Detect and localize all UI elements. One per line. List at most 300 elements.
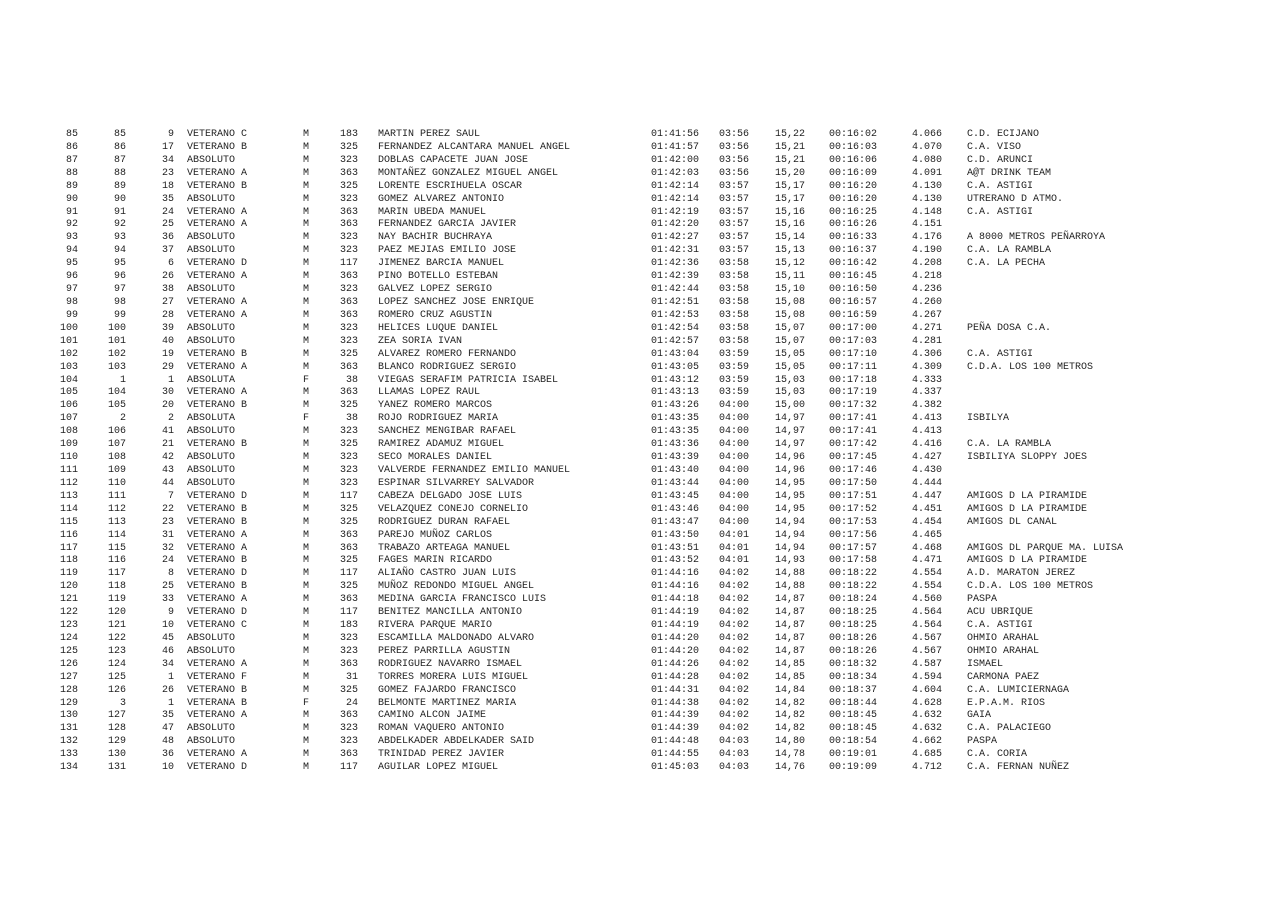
- overall-position-cell: 124: [59, 632, 78, 644]
- pace-cell: 04:02: [719, 684, 750, 696]
- category-cell: VETERANO D: [187, 762, 248, 774]
- gender-cell: M: [303, 348, 310, 360]
- pace-cell: 04:01: [719, 555, 750, 567]
- gender-position-cell: 88: [113, 167, 126, 179]
- gender-position-cell: 108: [107, 452, 126, 464]
- points-cell: 4.444: [912, 477, 943, 489]
- runner-name-cell: ABDELKADER ABDELKADER SAID: [378, 736, 535, 748]
- category-position-cell: 9: [167, 607, 174, 619]
- time-gap-cell: 00:17:56: [829, 529, 878, 541]
- time-gap-cell: 00:17:57: [829, 542, 878, 554]
- gender-position-cell: 92: [113, 219, 126, 231]
- runner-name-cell: TRABAZO ARTEAGA MANUEL: [378, 542, 511, 554]
- speed-cell: 14,82: [775, 710, 806, 722]
- table-row: [0, 517, 1280, 530]
- finish-time-cell: 01:44:38: [651, 697, 700, 709]
- pace-cell: 04:00: [719, 464, 750, 476]
- gender-cell: M: [303, 710, 310, 722]
- table-row: [0, 633, 1280, 646]
- gender-cell: M: [303, 542, 310, 554]
- runner-name-cell: MARIN UBEDA MANUEL: [378, 206, 487, 218]
- finish-time-cell: 01:43:44: [651, 477, 700, 489]
- category-cell: VETERANO A: [187, 361, 248, 373]
- gender-cell: M: [303, 232, 310, 244]
- category-cell: VETERANO A: [187, 206, 248, 218]
- points-cell: 4.130: [912, 193, 943, 205]
- runner-name-cell: GOMEZ ALVAREZ ANTONIO: [378, 193, 505, 205]
- finish-time-cell: 01:44:31: [651, 684, 700, 696]
- speed-cell: 14,87: [775, 620, 806, 632]
- category-total-cell: 183: [339, 620, 358, 632]
- gender-cell: M: [303, 671, 310, 683]
- runner-name-cell: RAMIREZ ADAMUZ MIGUEL: [378, 439, 505, 451]
- gender-cell: M: [303, 387, 310, 399]
- time-gap-cell: 00:17:42: [829, 439, 878, 451]
- points-cell: 4.554: [912, 568, 943, 580]
- category-cell: ABSOLUTO: [187, 335, 236, 347]
- table-row: [0, 310, 1280, 323]
- table-row: [0, 478, 1280, 491]
- category-cell: VETERANO A: [187, 387, 248, 399]
- overall-position-cell: 93: [65, 232, 78, 244]
- pace-cell: 03:56: [719, 167, 750, 179]
- overall-position-cell: 125: [59, 645, 78, 657]
- category-position-cell: 48: [161, 736, 174, 748]
- category-cell: VETERANO A: [187, 749, 248, 761]
- category-total-cell: 363: [339, 219, 358, 231]
- points-cell: 4.685: [912, 749, 943, 761]
- club-cell: PEÑA DOSA C.A.: [967, 322, 1052, 334]
- finish-time-cell: 01:43:26: [651, 400, 700, 412]
- category-total-cell: 31: [345, 671, 358, 683]
- speed-cell: 14,94: [775, 516, 806, 528]
- category-cell: ABSOLUTO: [187, 723, 236, 735]
- time-gap-cell: 00:16:20: [829, 180, 878, 192]
- category-position-cell: 24: [161, 206, 174, 218]
- overall-position-cell: 132: [59, 736, 78, 748]
- overall-position-cell: 127: [59, 671, 78, 683]
- speed-cell: 15,20: [775, 167, 806, 179]
- overall-position-cell: 106: [59, 400, 78, 412]
- category-position-cell: 20: [161, 400, 174, 412]
- club-cell: AMIGOS D LA PIRAMIDE: [967, 490, 1088, 502]
- table-row: [0, 207, 1280, 220]
- category-position-cell: 24: [161, 555, 174, 567]
- runner-name-cell: ROMERO CRUZ AGUSTIN: [378, 309, 493, 321]
- speed-cell: 14,88: [775, 568, 806, 580]
- runner-name-cell: ZEA SORIA IVAN: [378, 335, 463, 347]
- time-gap-cell: 00:18:32: [829, 658, 878, 670]
- finish-time-cell: 01:43:52: [651, 555, 700, 567]
- speed-cell: 14,94: [775, 529, 806, 541]
- speed-cell: 15,22: [775, 129, 806, 140]
- overall-position-cell: 116: [59, 529, 78, 541]
- gender-position-cell: 110: [107, 477, 126, 489]
- gender-cell: F: [303, 413, 310, 425]
- time-gap-cell: 00:18:26: [829, 632, 878, 644]
- finish-time-cell: 01:43:35: [651, 413, 700, 425]
- speed-cell: 14,85: [775, 671, 806, 683]
- runner-name-cell: PAREJO MUÑOZ CARLOS: [378, 529, 493, 541]
- category-total-cell: 323: [339, 632, 358, 644]
- gender-position-cell: 94: [113, 245, 126, 257]
- club-cell: UTRERANO D ATMO.: [967, 193, 1064, 205]
- category-total-cell: 363: [339, 387, 358, 399]
- gender-position-cell: 107: [107, 439, 126, 451]
- overall-position-cell: 129: [59, 697, 78, 709]
- category-total-cell: 323: [339, 723, 358, 735]
- time-gap-cell: 00:17:03: [829, 335, 878, 347]
- category-cell: ABSOLUTO: [187, 464, 236, 476]
- overall-position-cell: 99: [65, 309, 78, 321]
- category-cell: VETERANO A: [187, 296, 248, 308]
- points-cell: 4.454: [912, 516, 943, 528]
- gender-cell: M: [303, 632, 310, 644]
- gender-cell: M: [303, 658, 310, 670]
- category-position-cell: 2: [167, 413, 174, 425]
- time-gap-cell: 00:17:51: [829, 490, 878, 502]
- gender-cell: M: [303, 620, 310, 632]
- speed-cell: 14,82: [775, 697, 806, 709]
- runner-name-cell: MEDINA GARCIA FRANCISCO LUIS: [378, 594, 547, 606]
- category-cell: ABSOLUTO: [187, 736, 236, 748]
- pace-cell: 04:02: [719, 671, 750, 683]
- points-cell: 4.564: [912, 607, 943, 619]
- speed-cell: 14,94: [775, 542, 806, 554]
- speed-cell: 15,16: [775, 206, 806, 218]
- pace-cell: 04:03: [719, 736, 750, 748]
- pace-cell: 03:59: [719, 387, 750, 399]
- category-position-cell: 25: [161, 581, 174, 593]
- overall-position-cell: 113: [59, 490, 78, 502]
- gender-cell: M: [303, 206, 310, 218]
- overall-position-cell: 94: [65, 245, 78, 257]
- gender-position-cell: 89: [113, 180, 126, 192]
- points-cell: 4.632: [912, 710, 943, 722]
- gender-position-cell: 121: [107, 620, 126, 632]
- finish-time-cell: 01:44:18: [651, 594, 700, 606]
- points-cell: 4.416: [912, 439, 943, 451]
- points-cell: 4.430: [912, 464, 943, 476]
- points-cell: 4.148: [912, 206, 943, 218]
- pace-cell: 03:58: [719, 296, 750, 308]
- time-gap-cell: 00:18:25: [829, 607, 878, 619]
- finish-time-cell: 01:43:51: [651, 542, 700, 554]
- category-cell: VETERANO B: [187, 555, 248, 567]
- category-total-cell: 363: [339, 361, 358, 373]
- club-cell: OHMIO ARAHAL: [967, 632, 1040, 644]
- category-cell: ABSOLUTA: [187, 374, 236, 386]
- finish-time-cell: 01:44:55: [651, 749, 700, 761]
- speed-cell: 15,10: [775, 284, 806, 296]
- category-position-cell: 18: [161, 180, 174, 192]
- runner-name-cell: FERNANDEZ ALCANTARA MANUEL ANGEL: [378, 141, 571, 153]
- club-cell: ISBILYA: [967, 413, 1010, 425]
- table-row: [0, 672, 1280, 685]
- category-cell: VETERANO B: [187, 400, 248, 412]
- table-row: [0, 530, 1280, 543]
- overall-position-cell: 98: [65, 296, 78, 308]
- speed-cell: 15,16: [775, 219, 806, 231]
- table-row: [0, 129, 1280, 142]
- time-gap-cell: 00:18:45: [829, 723, 878, 735]
- speed-cell: 15,21: [775, 154, 806, 166]
- pace-cell: 04:00: [719, 400, 750, 412]
- overall-position-cell: 104: [59, 374, 78, 386]
- category-total-cell: 325: [339, 684, 358, 696]
- table-row: [0, 710, 1280, 723]
- overall-position-cell: 130: [59, 710, 78, 722]
- club-cell: A.D. MARATON JEREZ: [967, 568, 1076, 580]
- category-total-cell: 323: [339, 154, 358, 166]
- gender-position-cell: 104: [107, 387, 126, 399]
- category-position-cell: 19: [161, 348, 174, 360]
- category-total-cell: 323: [339, 335, 358, 347]
- category-cell: VETERANO A: [187, 167, 248, 179]
- points-cell: 4.465: [912, 529, 943, 541]
- category-position-cell: 22: [161, 503, 174, 515]
- category-cell: VETERANO B: [187, 180, 248, 192]
- category-position-cell: 37: [161, 245, 174, 257]
- finish-time-cell: 01:43:35: [651, 426, 700, 438]
- speed-cell: 15,11: [775, 271, 806, 283]
- table-row: [0, 762, 1280, 775]
- table-row: [0, 336, 1280, 349]
- category-total-cell: 325: [339, 439, 358, 451]
- gender-position-cell: 111: [107, 490, 126, 502]
- club-cell: C.D.A. LOS 100 METROS: [967, 581, 1094, 593]
- gender-position-cell: 122: [107, 632, 126, 644]
- category-position-cell: 29: [161, 361, 174, 373]
- pace-cell: 03:58: [719, 284, 750, 296]
- category-position-cell: 1: [167, 697, 174, 709]
- category-cell: VETERANO F: [187, 671, 248, 683]
- gender-position-cell: 105: [107, 400, 126, 412]
- club-cell: C.A. ASTIGI: [967, 348, 1034, 360]
- overall-position-cell: 101: [59, 335, 78, 347]
- category-cell: VETERANO A: [187, 219, 248, 231]
- category-position-cell: 28: [161, 309, 174, 321]
- category-cell: ABSOLUTO: [187, 645, 236, 657]
- table-row: [0, 426, 1280, 439]
- category-cell: ABSOLUTO: [187, 322, 236, 334]
- runner-name-cell: ALIAÑO CASTRO JUAN LUIS: [378, 568, 517, 580]
- category-position-cell: 26: [161, 684, 174, 696]
- time-gap-cell: 00:18:45: [829, 710, 878, 722]
- table-row: [0, 413, 1280, 426]
- pace-cell: 03:59: [719, 361, 750, 373]
- table-row: [0, 271, 1280, 284]
- points-cell: 4.091: [912, 167, 943, 179]
- points-cell: 4.382: [912, 400, 943, 412]
- category-total-cell: 363: [339, 296, 358, 308]
- speed-cell: 14,95: [775, 490, 806, 502]
- category-position-cell: 47: [161, 723, 174, 735]
- pace-cell: 03:57: [719, 219, 750, 231]
- table-row: [0, 491, 1280, 504]
- points-cell: 4.604: [912, 684, 943, 696]
- category-position-cell: 10: [161, 620, 174, 632]
- runner-name-cell: VELAZQUEZ CONEJO CORNELIO: [378, 503, 529, 515]
- club-cell: OHMIO ARAHAL: [967, 645, 1040, 657]
- finish-time-cell: 01:42:03: [651, 167, 700, 179]
- time-gap-cell: 00:18:22: [829, 568, 878, 580]
- category-total-cell: 323: [339, 232, 358, 244]
- speed-cell: 14,87: [775, 645, 806, 657]
- overall-position-cell: 122: [59, 607, 78, 619]
- category-total-cell: 323: [339, 284, 358, 296]
- runner-name-cell: AGUILAR LOPEZ MIGUEL: [378, 762, 499, 774]
- category-position-cell: 31: [161, 529, 174, 541]
- overall-position-cell: 100: [59, 322, 78, 334]
- category-total-cell: 323: [339, 426, 358, 438]
- gender-position-cell: 96: [113, 271, 126, 283]
- category-total-cell: 38: [345, 374, 358, 386]
- overall-position-cell: 96: [65, 271, 78, 283]
- pace-cell: 04:01: [719, 542, 750, 554]
- pace-cell: 03:57: [719, 232, 750, 244]
- club-cell: C.A. CORIA: [967, 749, 1028, 761]
- time-gap-cell: 00:17:52: [829, 503, 878, 515]
- runner-name-cell: PEREZ PARRILLA AGUSTIN: [378, 645, 511, 657]
- runner-name-cell: VIEGAS SERAFIM PATRICIA ISABEL: [378, 374, 559, 386]
- gender-position-cell: 3: [119, 697, 126, 709]
- runner-name-cell: SECO MORALES DANIEL: [378, 452, 493, 464]
- gender-cell: M: [303, 335, 310, 347]
- category-cell: VETERANA B: [187, 697, 248, 709]
- points-cell: 4.628: [912, 697, 943, 709]
- finish-time-cell: 01:42:53: [651, 309, 700, 321]
- category-cell: VETERANO B: [187, 503, 248, 515]
- runner-name-cell: PINO BOTELLO ESTEBAN: [378, 271, 499, 283]
- points-cell: 4.594: [912, 671, 943, 683]
- time-gap-cell: 00:18:24: [829, 594, 878, 606]
- gender-position-cell: 128: [107, 723, 126, 735]
- pace-cell: 04:02: [719, 632, 750, 644]
- category-cell: ABSOLUTO: [187, 284, 236, 296]
- time-gap-cell: 00:18:25: [829, 620, 878, 632]
- time-gap-cell: 00:18:26: [829, 645, 878, 657]
- runner-name-cell: RODRIGUEZ NAVARRO ISMAEL: [378, 658, 523, 670]
- gender-cell: M: [303, 736, 310, 748]
- points-cell: 4.190: [912, 245, 943, 257]
- points-cell: 4.151: [912, 219, 943, 231]
- category-position-cell: 23: [161, 167, 174, 179]
- category-position-cell: 32: [161, 542, 174, 554]
- finish-time-cell: 01:43:45: [651, 490, 700, 502]
- gender-cell: M: [303, 555, 310, 567]
- gender-position-cell: 125: [107, 671, 126, 683]
- table-row: [0, 219, 1280, 232]
- category-cell: VETERANO B: [187, 348, 248, 360]
- gender-position-cell: 130: [107, 749, 126, 761]
- points-cell: 4.333: [912, 374, 943, 386]
- category-position-cell: 39: [161, 322, 174, 334]
- finish-time-cell: 01:43:13: [651, 387, 700, 399]
- points-cell: 4.471: [912, 555, 943, 567]
- gender-cell: M: [303, 607, 310, 619]
- time-gap-cell: 00:17:10: [829, 348, 878, 360]
- category-position-cell: 21: [161, 439, 174, 451]
- category-position-cell: 6: [167, 258, 174, 270]
- time-gap-cell: 00:18:37: [829, 684, 878, 696]
- category-total-cell: 183: [339, 129, 358, 140]
- gender-cell: M: [303, 439, 310, 451]
- gender-position-cell: 93: [113, 232, 126, 244]
- pace-cell: 04:00: [719, 439, 750, 451]
- category-cell: ABSOLUTO: [187, 232, 236, 244]
- gender-cell: F: [303, 697, 310, 709]
- category-total-cell: 117: [339, 607, 358, 619]
- pace-cell: 04:02: [719, 697, 750, 709]
- gender-position-cell: 85: [113, 129, 126, 140]
- runner-name-cell: FERNANDEZ GARCIA JAVIER: [378, 219, 517, 231]
- pace-cell: 04:02: [719, 620, 750, 632]
- gender-position-cell: 90: [113, 193, 126, 205]
- gender-cell: M: [303, 258, 310, 270]
- speed-cell: 14,95: [775, 503, 806, 515]
- runner-name-cell: CAMINO ALCON JAIME: [378, 710, 487, 722]
- category-total-cell: 325: [339, 400, 358, 412]
- pace-cell: 03:56: [719, 154, 750, 166]
- overall-position-cell: 91: [65, 206, 78, 218]
- category-total-cell: 363: [339, 206, 358, 218]
- speed-cell: 14,87: [775, 594, 806, 606]
- club-cell: PASPA: [967, 594, 998, 606]
- overall-position-cell: 105: [59, 387, 78, 399]
- speed-cell: 14,96: [775, 452, 806, 464]
- runner-name-cell: HELICES LUQUE DANIEL: [378, 322, 499, 334]
- overall-position-cell: 117: [59, 542, 78, 554]
- speed-cell: 14,87: [775, 632, 806, 644]
- overall-position-cell: 109: [59, 439, 78, 451]
- club-cell: C.A. LA RAMBLA: [967, 439, 1052, 451]
- gender-cell: M: [303, 129, 310, 140]
- gender-cell: M: [303, 309, 310, 321]
- club-cell: AMIGOS DL PARQUE MA. LUISA: [967, 542, 1124, 554]
- club-cell: C.A. LUMICIERNAGA: [967, 684, 1070, 696]
- overall-position-cell: 85: [65, 129, 78, 140]
- speed-cell: 15,05: [775, 361, 806, 373]
- club-cell: AMIGOS D LA PIRAMIDE: [967, 555, 1088, 567]
- club-cell: C.D.A. LOS 100 METROS: [967, 361, 1094, 373]
- gender-cell: M: [303, 284, 310, 296]
- table-row: [0, 387, 1280, 400]
- speed-cell: 14,85: [775, 658, 806, 670]
- speed-cell: 14,97: [775, 426, 806, 438]
- gender-cell: M: [303, 684, 310, 696]
- time-gap-cell: 00:16:03: [829, 141, 878, 153]
- gender-position-cell: 103: [107, 361, 126, 373]
- gender-position-cell: 112: [107, 503, 126, 515]
- table-row: [0, 232, 1280, 245]
- runner-name-cell: SANCHEZ MENGIBAR RAFAEL: [378, 426, 517, 438]
- overall-position-cell: 126: [59, 658, 78, 670]
- category-total-cell: 323: [339, 736, 358, 748]
- table-row: [0, 659, 1280, 672]
- points-cell: 4.413: [912, 413, 943, 425]
- gender-position-cell: 127: [107, 710, 126, 722]
- category-total-cell: 323: [339, 245, 358, 257]
- gender-position-cell: 106: [107, 426, 126, 438]
- category-position-cell: 41: [161, 426, 174, 438]
- points-cell: 4.306: [912, 348, 943, 360]
- finish-time-cell: 01:42:27: [651, 232, 700, 244]
- club-cell: C.A. ASTIGI: [967, 620, 1034, 632]
- table-row: [0, 646, 1280, 659]
- runner-name-cell: ESPINAR SILVARREY SALVADOR: [378, 477, 535, 489]
- category-position-cell: 33: [161, 594, 174, 606]
